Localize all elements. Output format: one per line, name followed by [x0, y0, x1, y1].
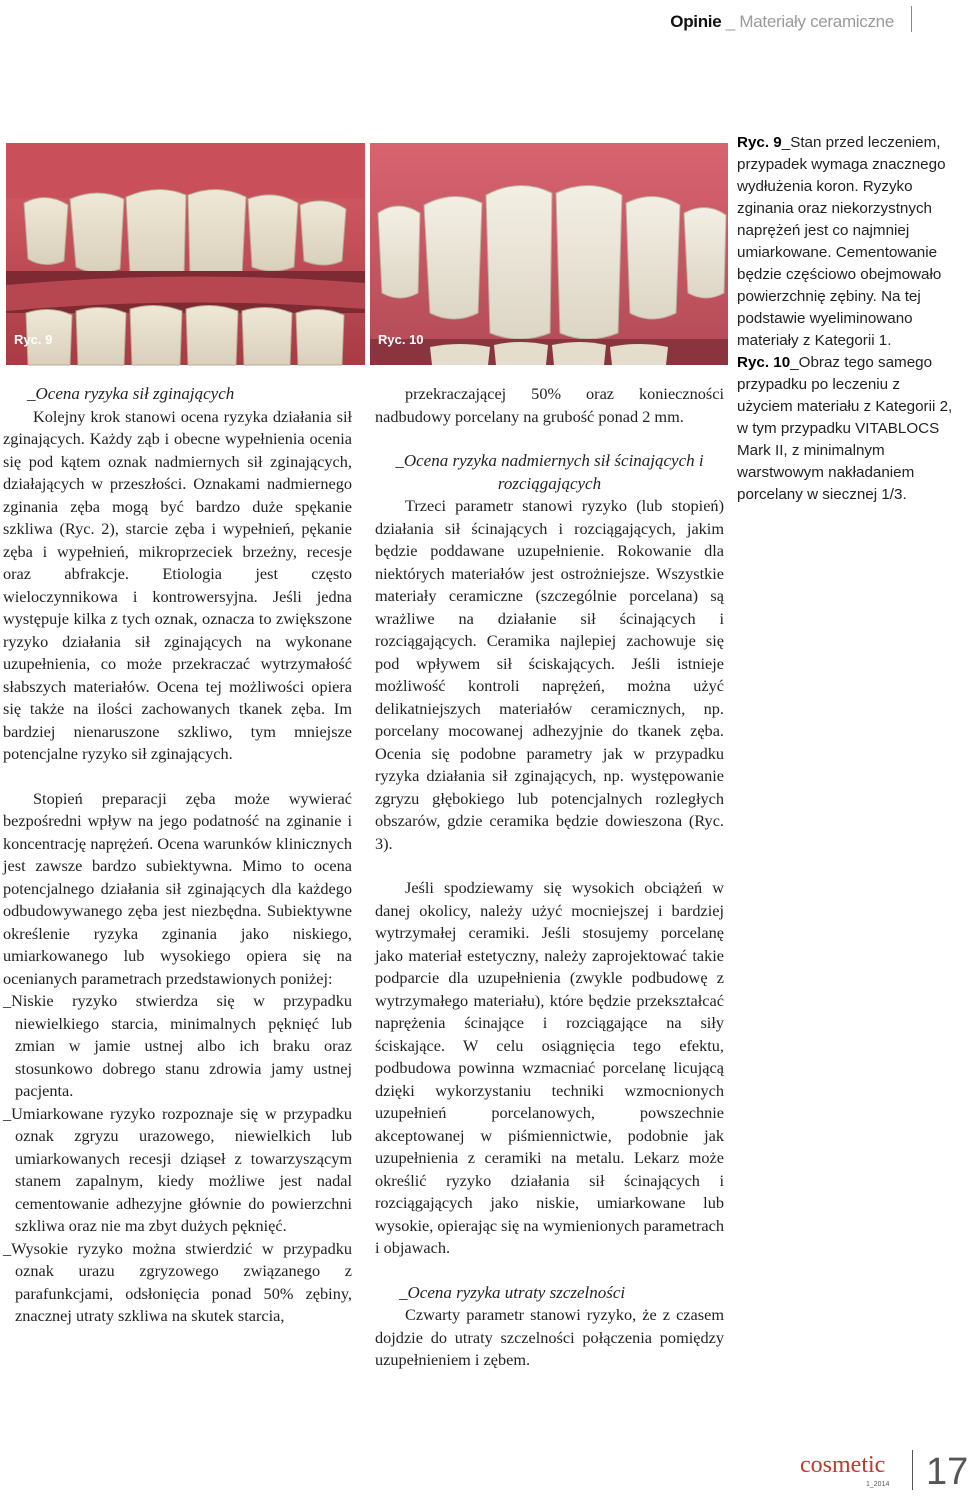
- caption-text: _Obraz tego samego przypadku po leczeniu z użyciem materiału z Kategorii 2, w tym przypadku VITABLOCS Mark II, z minimalnym warstwowym nakładaniem porcelany w siecznej 1/3.: [737, 354, 953, 503]
- article-column-2: [375, 383, 724, 1372]
- paragraph: Jeśli spodziewamy się wysokich obciążeń w danej okolicy, należy użyć mocniejszej i bardziej wytrzymałej ceramiki. Jeśli stosujemy porcelanę jako materiał estetyczny, należy zaprojektować takie podparcie dla uzupełnienia (zwykle podbudowę z wytrzymałego materiału), które będzie przekształcać naprężenia ścinające i rozciągające na siły ściskające. W celu osiągnięcia tego efektu, podbudowa powinna wzmacniać porcelanę licującą dzięki wykorzystaniu techniki wzmocnionych uzupełnień porcelanowych, powszechnie akceptowanej w piśmiennictwie, podobnie jak uzupełnienia z ceramiki na metalu. Lekarz może określić ryzyko działania sił ścinających i rozciągających jako niskie, umiarkowane lub wysokie, opierając się na wymienionych parametrach i objawach.: [375, 878, 725, 1257]
- running-header: [670, 12, 894, 32]
- caption-figure-10: [737, 352, 957, 506]
- list-item-low-risk: _Niskie ryzyko stwierdza się w przypadku niewielkiego starcia, minimalnych pęknięć lub zmian w jamie ustnej albo ich braku oraz stosunkowo dobrego stanu zdrowia jamy ustnej pacjenta.: [3, 991, 352, 1100]
- caption-label: Ryc. 9: [737, 134, 782, 151]
- header-topic: Materiały ceramiczne: [739, 12, 894, 31]
- paragraph: Czwarty parametr stanowi ryzyko, że z czasem dojdzie do utraty szczelności połączenia pomiędzy uzupełnieniem i zębem.: [375, 1305, 724, 1369]
- magazine-logo: cosmetic: [800, 1452, 886, 1478]
- caption-figure-9: [737, 132, 957, 352]
- teeth-before-illustration: [6, 143, 365, 365]
- teeth-after-illustration: [370, 143, 728, 365]
- issue-number: 1_2014: [866, 1481, 890, 1488]
- figure-9-photo: [6, 143, 365, 365]
- article-column-1: [3, 383, 352, 1328]
- page-number: 17: [926, 1451, 968, 1493]
- paragraph: przekraczającej 50% oraz konieczności nadbudowy porcelany na grubość ponad 2 mm.: [375, 384, 724, 426]
- figure-captions: [737, 132, 957, 506]
- section-heading-shear-risk: _Ocena ryzyka nadmiernych sił ścinających i rozciągających: [395, 451, 704, 493]
- paragraph: Kolejny krok stanowi ocena ryzyka działania sił zginających. Każdy ząb i obecne wypełnienia ocenia się pod kątem oznak nadmiernych sił zginających, działających w przeszłości. Oznakami nadmiernego zginania zęba mogą być bardzo duże spękanie szkliwa (Ryc. 2), starcie zęba i wypełnień, pękanie zęba i wypełnień, mikroprzeciek brzeżny, recesje oraz abfrakcje. Etiologia jest często wieloczynnikowa i kontrowersyjna. Jeśli jedna występuje kilka z tych oznak, oznacza to zwiększone ryzyko działania sił zginających na wykonane uzupełnienia, co może przekraczać wytrzymałość słabszych materiałów. Ocena tej możliwości opiera się także na ilości zachowanych tkanek zęba. Im bardziej nienaruszone szkliwo, tym mniejsze potencjalne ryzyko sił zginających.: [3, 406, 352, 763]
- paragraph: Trzeci parametr stanowi ryzyko (lub stopień) działania sił ścinających i rozciągających, jakim będzie poddawane uzupełnienie. Rokowanie dla niektórych materiałów jest ostrożniejsze. Wszystkie materiały ceramiczne (szczególnie porcelana) są wrażliwe na działanie sił ścinających i rozciągających. Ceramika najlepiej zachowuje się pod wpływem sił ściskających. Jeśli istnieje możliwość kontroli naprężeń, można użyć delikatniejszych materiałów ceramicznych, np. porcelany mocowanej adhezyjnie do tkanek zęba. Ocenia się podobne parametry jak w przypadku ryzyka działania sił zginających, np. występowanie zgryzu głębokiego lub potencjalnych rozległych obszarów, gdzie ceramika będzie dowieszona (Ryc. 3).: [375, 496, 724, 853]
- section-heading-bending-risk: _Ocena ryzyka sił zginających: [27, 384, 235, 403]
- header-section: Opinie: [670, 12, 722, 31]
- figure-10-label: Ryc. 10: [378, 332, 424, 347]
- header-separator: _: [721, 12, 740, 31]
- caption-label: Ryc. 10: [737, 354, 791, 371]
- list-item-high-risk: _Wysokie ryzyko można stwierdzić w przypadku oznak urazu zgryzowego związanego z parafunkcjami, odsłonięcia ponad 50% zębiny, znacznej utraty szkliwa na skutek starcia,: [3, 1238, 352, 1325]
- figure-10-photo: [370, 143, 728, 365]
- footer-divider: [912, 1450, 913, 1490]
- section-heading-seal-risk: _Ocena ryzyka utraty szczelności: [399, 1282, 626, 1302]
- list-item-moderate-risk: _Umiarkowane ryzyko rozpoznaje się w przypadku oznak zgryzu urazowego, niewielkich lub umiarkowanych recesji dziąseł z towarzyszącym stanem zapalnym, kiedy możliwe jest nadal cementowanie adhezyjne głównie do powierzchni szkliwa oraz nie ma zbyt dużych pęknięć.: [3, 1103, 352, 1235]
- figure-9-label: Ryc. 9: [14, 332, 53, 347]
- caption-text: _Stan przed leczeniem, przypadek wymaga znacznego wydłużenia koron. Ryzyko zginania oraz niekorzystnych naprężeń jest co najmniej umiarkowane. Cementowanie będzie częściowo obejmowało powierzchnię zębiny. Na tej podstawie wyeliminowano materiały z Kategorii 1.: [737, 134, 946, 349]
- header-divider: [911, 6, 912, 32]
- paragraph: Stopień preparacji zęba może wywierać bezpośredni wpływ na jego podatność na zginanie i koncentrację naprężeń. Ocena warunków klinicznych jest zawsze bardzo subiektywna. Mimo to ocena potencjalnego działania sił zginających dla każdego odbudowywanego zęba jest niezbędna. Subiektywne określenie ryzyka zginania jako niskiego, umiarkowanego lub wysokiego opiera się na ocenianych parametrach przedstawionych poniżej:: [3, 788, 352, 988]
